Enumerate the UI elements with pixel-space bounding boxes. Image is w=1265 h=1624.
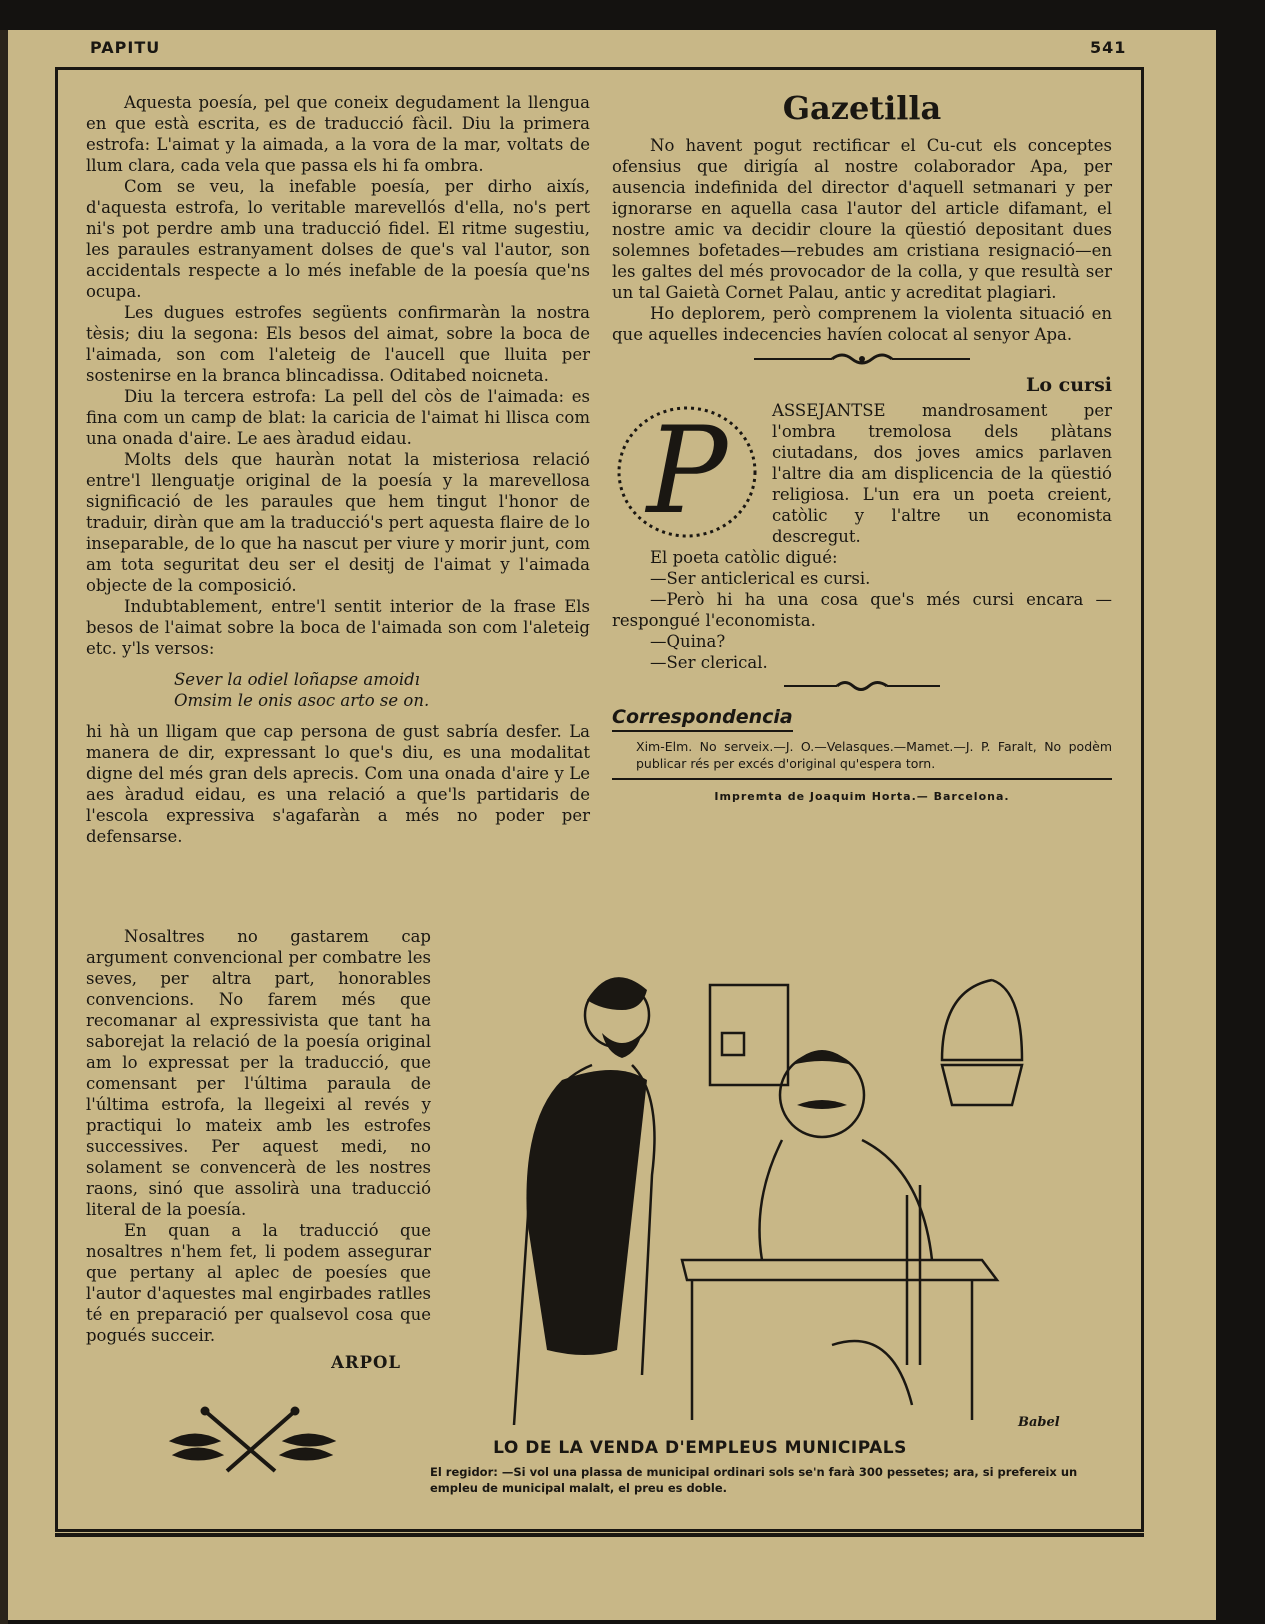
- cartoon-illustration: [452, 905, 1092, 1425]
- running-head-title: PAPITU: [90, 38, 161, 57]
- verse-line: Omsim le onis asoc arto se on.: [174, 691, 430, 710]
- paragraph: Nosaltres no gastarem cap argument convencional per combatre les seves, per altra part, honorables convencions. No farem més que recomanar al expressivista que tant ha saborejat la relació de la poesía original am lo expressat per la traducció, que comensant per l'última paraula de l'última estrofa, la llegeixi al revés y practiqui lo mateix amb les estrofes successives. Per aquest medi, no solament se convencerà de les nostres raons, sinó que assolirà una traducció literal de la poesía.: [86, 927, 431, 1219]
- paragraph: ASSEJANTSE mandrosament per l'ombra tremolosa dels plàtans ciutadans, dos joves amics parlaven l'altre dia am displicencia de la qüestió religiosa. L'un era un poeta creient, catòlic y l'altre un economista descregut.: [772, 401, 1112, 546]
- cartoon-caption: El regidor: —Si vol una plassa de municipal ordinari sols se'n farà 300 pessetes; ara, si prefereix un empleu de municipal malalt, el preu es doble.: [430, 1465, 1078, 1495]
- page-number: 541: [1090, 38, 1127, 57]
- svg-text:P: P: [646, 402, 728, 541]
- section-title-gazetilla: Gazetilla: [782, 89, 942, 127]
- dialogue-line: —Ser anticlerical es cursi.: [650, 569, 871, 588]
- dialogue-line: El poeta catòlic digué:: [650, 548, 838, 567]
- paragraph: Diu la tercera estrofa: La pell del còs de l'aimada: es fina com un camp de blat: la caricia de l'aimat hi llisca com una onada d'aire. Le aes àradud eidau.: [86, 387, 590, 448]
- paragraph: Les dugues estrofes següents confirmaràn la nostra tèsis; diu la segona: Els besos del aimat, sobre la boca de l'aimada, son com l'aleteig de l'aucell que lluita per sostenirse en la branca blincadissa. Oditabed noicneta.: [86, 303, 590, 385]
- left-column-narrow: [86, 926, 431, 1373]
- cartoon-title: LO DE LA VENDA D'EMPLEUS MUNICIPALS: [493, 1438, 907, 1458]
- printer-imprint: Impremta de Joaquim Horta.— Barcelona.: [612, 778, 1112, 807]
- crossed-flags-emblem: [165, 1405, 340, 1477]
- dialogue-line: —Però hi ha una cosa que's més cursi encara —respongué l'economista.: [612, 590, 1112, 630]
- flourish-ornament: [782, 679, 942, 693]
- paragraph: Aquesta poesía, pel que coneix degudament la llengua en que està escrita, es de traducció fàcil. Diu la primera estrofa: L'aimat y la aimada, a la vora de la mar, voltats de llum clara, cada vela que passa els hi fa ombra.: [86, 93, 590, 175]
- paragraph: Indubtablement, entre'l sentit interior de la frase Els besos de l'aimat sobre la boca de l'aimada son com l'aleteig etc. y'ls versos:: [86, 597, 590, 658]
- verse-line: Sever la odiel loñapse amoidı: [174, 670, 420, 689]
- paragraph: No havent pogut rectificar el Cu-cut els conceptes ofensius que dirigía al nostre colaborador Apa, per ausencia indefinida del director d'aquell setmanari y per ignorarse en aquella casa l'autor del article difamant, el nostre amic va decidir cloure la qüestió depositant dues solemnes bofetades—rebudes am cristiana resignació—en les galtes del més provocador de la colla, y que resultà ser un tal Gaietà Cornet Palau, antic y acreditat plagiari.: [612, 136, 1112, 302]
- artist-signature: Babel: [1018, 1415, 1060, 1430]
- book-spine: [0, 30, 8, 1624]
- left-column: [86, 92, 590, 847]
- paragraph: Molts dels que hauràn notat la misteriosa relació entre'l llenguatje original de la poesía y la marevellosa significació de les paraules que hem tingut l'honor de traduir, diràn que am la traducció's pert aquesta flaire de lo inseparable, de lo que ha nascut per viure y morir junt, com am tota seguritat deu ser el desitj de l'aimat y l'aimada objecte de la composició.: [86, 450, 590, 595]
- author-signature: ARPOL: [331, 1353, 401, 1372]
- right-column: [612, 89, 1112, 807]
- frame-bottom-rule: [55, 1533, 1144, 1537]
- dialogue-line: —Quina?: [650, 632, 726, 651]
- paragraph: hi hà un lligam que cap persona de gust sabría desfer. La manera de dir, expressant lo que's diu, es una modalitat digne del més gran dels aprecis. Com una onada d'aire y Le aes àradud eidau, es una relació a que'ls partidaris de l'escola expressiva s'agafaràn a més no poder per defensarse.: [86, 722, 590, 846]
- section-title-cursi: Lo cursi: [1026, 374, 1112, 396]
- section-title-correspondencia: Correspondencia: [612, 707, 793, 732]
- paragraph: Ho deplorem, però comprenem la violenta situació en que aquelles indecencies havíen colocat al senyor Apa.: [612, 304, 1112, 344]
- paragraph: Com se veu, la inefable poesía, per dirho aixís, d'aquesta estrofa, lo veritable marevellós d'ella, no's pert ni's pot perdre amb una traducció fidel. El ritme sugestiu, les paraules estranyament dolses de que's val l'autor, son accidentals respecte a lo més inefable de la poesía que'ns ocupa.: [86, 177, 590, 301]
- correspondence-text: Xim-Elm. No serveix.—J. O.—Velasques.—Mamet.—J. P. Faralt, No podèm publicar rés per excés d'original qu'espera torn.: [636, 739, 1112, 771]
- paragraph: En quan a la traducció que nosaltres n'hem fet, li podem assegurar que pertany al aplec de poesíes que l'autor d'aquestes mal engirbades ratlles té en preparació per qualsevol cosa que pogués succeir.: [86, 1221, 431, 1345]
- flourish-ornament: [752, 351, 972, 367]
- reversed-verse: [174, 669, 590, 711]
- dialogue-line: —Ser clerical.: [650, 653, 768, 672]
- decorative-initial-p: [612, 402, 762, 542]
